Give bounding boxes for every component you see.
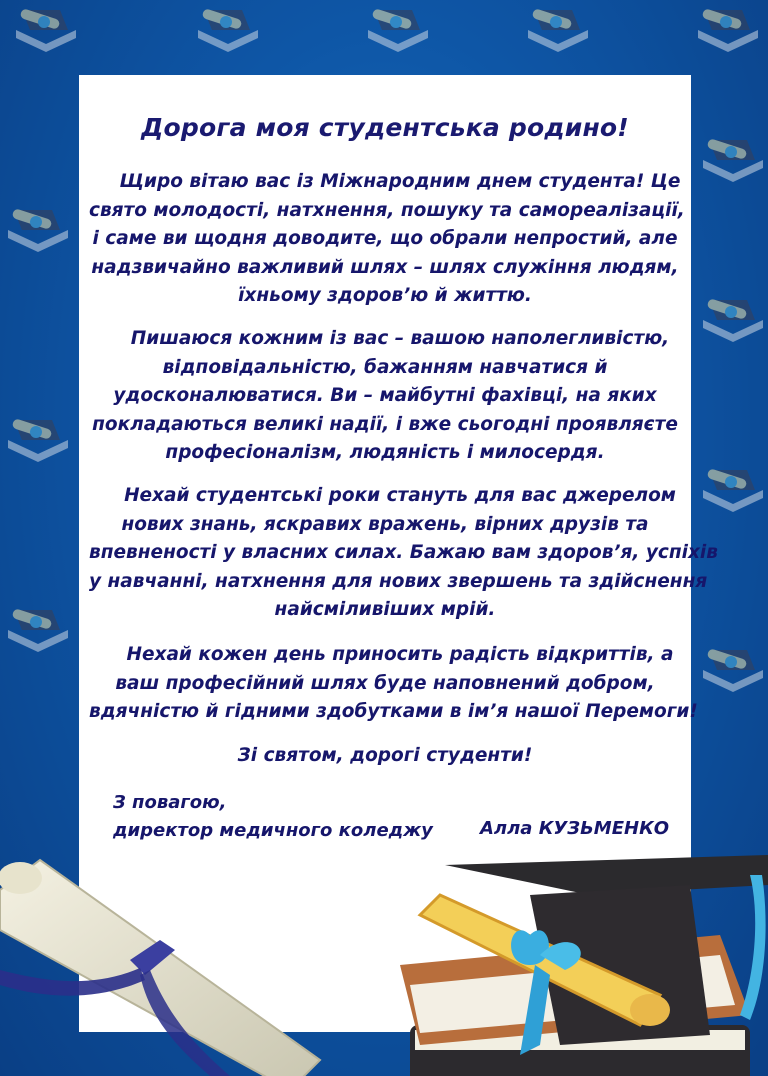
graduation-cap-icon — [690, 0, 766, 58]
signature-position: директор медичного коледжу — [113, 820, 433, 841]
paragraph-line: покладаються великі надії, і вже сьогодні проявляєте — [92, 413, 678, 435]
paragraph-line: ваш професійний шлях буде наповнений добром, — [115, 672, 655, 694]
paragraph-line: найсміливіших мрій. — [274, 599, 496, 620]
graduation-cap-icon — [695, 640, 768, 698]
signature-block — [113, 789, 433, 845]
paragraph-line: свято молодості, натхнення, пошуку та самореалізації, — [89, 199, 685, 221]
graduation-cap-icon — [695, 460, 768, 518]
graduation-cap-icon — [695, 290, 768, 348]
paragraph-line: Щиро вітаю вас із Міжнародним днем студента! Це — [119, 171, 681, 192]
graduation-cap-icon — [520, 0, 596, 58]
signature-name: Алла КУЗЬМЕНКО — [480, 818, 670, 839]
graduation-cap-icon — [0, 200, 76, 258]
paragraph-4 — [89, 641, 698, 727]
paragraph-line: відповідальністю, бажанням навчатися й — [162, 356, 608, 378]
graduation-cap-icon — [0, 600, 76, 658]
paragraph-line: їхньому здоров’ю й життю. — [238, 285, 532, 306]
paragraph-line: нових знань, яскравих вражень, вірних друзів та — [121, 513, 649, 535]
graduation-cap-books-icon — [390, 855, 768, 1076]
paragraph-line: професіоналізм, людяність і милосердя. — [165, 442, 605, 463]
graduation-cap-icon — [0, 410, 76, 468]
letter-title: Дорога моя студентська родино! — [141, 113, 629, 142]
diploma-scroll-icon — [0, 850, 330, 1076]
paragraph-line: Нехай студентські роки стануть для вас джерелом — [124, 485, 676, 506]
paragraph-2 — [89, 325, 681, 468]
paragraph-line: впевненості у власних силах. Бажаю вам здоров’я, успіхів — [89, 542, 718, 563]
graduation-cap-icon — [190, 0, 266, 58]
paragraph-line: вдячністю й гідними здобутками в ім’я нашої Перемоги! — [89, 701, 698, 722]
paragraph-3 — [89, 482, 718, 625]
paragraph-line: у навчанні, натхнення для нових звершень та здійснення — [89, 570, 708, 592]
paragraph-line: Нехай кожен день приносить радість відкриттів, а — [126, 644, 674, 665]
paragraph-1 — [89, 168, 685, 311]
paragraph-line: Пишаюся кожним із вас – вашою наполегливістю, — [130, 328, 670, 349]
graduation-cap-icon — [8, 0, 84, 58]
paragraph-line: і саме ви щодня доводите, що обрали непростий, але — [92, 228, 678, 249]
paragraph-line: надзвичайно важливий шлях – шлях служіння людям, — [91, 256, 679, 278]
paragraph-line: удосконалюватися. Ви – майбутні фахівці, на яких — [113, 385, 657, 406]
closing-greeting: Зі святом, дорогі студенти! — [237, 745, 533, 766]
signature-regards: З повагою, — [113, 792, 227, 813]
graduation-cap-icon — [360, 0, 436, 58]
graduation-cap-icon — [695, 130, 768, 188]
